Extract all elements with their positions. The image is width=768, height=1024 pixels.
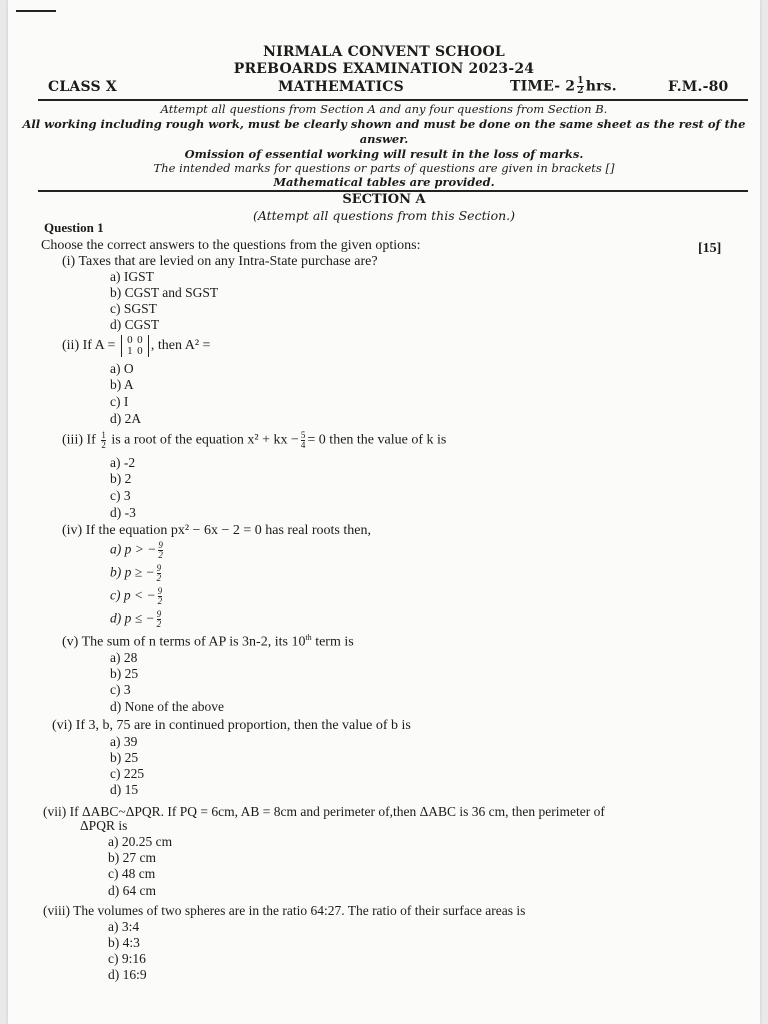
q-iii-stem: (iii) If $\frac{1}{2}$ is a root of the equation x² + kx − $\frac{5}{4}$ = 0 then the value of k is [62, 430, 447, 450]
instruction-5: Mathematical tables are provided. [273, 175, 495, 189]
class-label: CLASS X [48, 79, 117, 95]
pen-mark [16, 10, 56, 12]
q-i-option-c: c) SGST [110, 301, 157, 316]
time-suffix: hrs. [585, 78, 617, 95]
q-i-option-a: a) IGST [110, 269, 154, 284]
question-marks: [15] [698, 241, 722, 256]
q-i-option-d: d) CGST [110, 317, 160, 332]
q-v-option-d: d) None of the above [110, 699, 224, 714]
q-i-stem: (i) Taxes that are levied on any Intra-State purchase are? [62, 254, 378, 269]
q-i-option-b: b) CGST and SGST [110, 285, 219, 300]
instruction-4: The intended marks for questions or parts of questions are given in brackets [] [153, 161, 615, 175]
q-viii-option-b: b) 4:3 [108, 935, 140, 950]
q-viii-option-a: a) 3:4 [108, 919, 140, 934]
q-v-option-a: a) 28 [110, 650, 138, 665]
time-prefix: TIME- 2 [510, 78, 576, 95]
section-subtitle: (Attempt all questions from this Section.) [252, 208, 516, 223]
q-ii-option-c: c) I [110, 394, 129, 409]
q-ii-stem: (ii) If A = 0 0 1 0 , then A² = [62, 334, 211, 357]
matrix-A: 0 0 1 0 [121, 335, 149, 357]
q-iii-option-c: c) 3 [110, 488, 131, 503]
exam-title: PREBOARDS EXAMINATION 2023-24 [233, 61, 535, 77]
q-vi-option-b: b) 25 [110, 750, 139, 765]
time-fraction: $\frac{1}{2}$ [577, 76, 584, 96]
q-vi-option-c: c) 225 [110, 766, 145, 781]
header-rule [38, 99, 748, 101]
q-iii-option-d: d) -3 [110, 505, 136, 520]
q-v-stem: (v) The sum of n terms of AP is 3n-2, its 10th term is [62, 633, 354, 650]
instruction-2-cont: answer. [359, 132, 409, 146]
q-iii-option-a: a) -2 [110, 455, 136, 470]
school-name: NIRMALA CONVENT SCHOOL [263, 44, 505, 60]
q-v-option-c: c) 3 [110, 682, 131, 697]
instruction-1: Attempt all questions from Section A and any four questions from Section B. [160, 102, 608, 116]
frac-five-fourths: $\frac{5}{4}$ [300, 430, 306, 450]
q-vii-option-b: b) 27 cm [108, 850, 156, 865]
q-ii-option-a: a) O [110, 361, 134, 376]
exam-sheet [8, 0, 760, 1024]
question-title: Question 1 [44, 220, 104, 235]
q-iii-option-b: b) 2 [110, 471, 132, 486]
q-iv-option-c: c) p < − $\frac{9}{2}$ [110, 586, 163, 606]
q-viii-option-d: d) 16:9 [108, 967, 147, 982]
q-ii-option-d: d) 2A [110, 411, 142, 426]
q-vi-stem: (vi) If 3, b, 75 are in continued proportion, then the value of b is [52, 718, 411, 733]
section-title: SECTION A [342, 192, 426, 207]
q-viii-stem: (viii) The volumes of two spheres are in the ratio 64:27. The ratio of their surface areas is [43, 903, 526, 918]
q-vi-option-a: a) 39 [110, 734, 138, 749]
q-ii-option-b: b) A [110, 377, 134, 392]
q-iv-option-b: b) p ≥ − $\frac{9}{2}$ [110, 563, 162, 583]
q-iv-stem: (iv) If the equation px² − 6x − 2 = 0 has real roots then, [62, 523, 371, 538]
q-vii-option-d: d) 64 cm [108, 883, 156, 898]
q-vii-option-c: c) 48 cm [108, 866, 156, 881]
time-label [510, 77, 617, 96]
q-iv-option-a: a) p > − $\frac{9}{2}$ [110, 540, 163, 560]
full-marks: F.M.-80 [668, 79, 729, 95]
subject-label: MATHEMATICS [278, 79, 404, 95]
instruction-3: Omission of essential working will result in the loss of marks. [184, 147, 584, 161]
q-vii-option-a: a) 20.25 cm [108, 834, 173, 849]
q-viii-option-c: c) 9:16 [108, 951, 146, 966]
q-vi-option-d: d) 15 [110, 782, 139, 797]
instruction-2: All working including rough work, must be clearly shown and must be done on the same sheet as the rest of the [22, 117, 746, 131]
q-iv-option-d: d) p ≤ − $\frac{9}{2}$ [110, 609, 162, 629]
question-prompt: Choose the correct answers to the questions from the given options: [41, 238, 421, 253]
frac-half: $\frac{1}{2}$ [101, 430, 106, 450]
q-vii-stem: (vii) If ΔABC~ΔPQR. If PQ = 6cm, AB = 8cm and perimeter of,then ΔABC is 36 cm, then perimeter of [43, 804, 605, 819]
q-vii-stem-cont: ΔPQR is [80, 818, 128, 833]
q-v-option-b: b) 25 [110, 666, 139, 681]
